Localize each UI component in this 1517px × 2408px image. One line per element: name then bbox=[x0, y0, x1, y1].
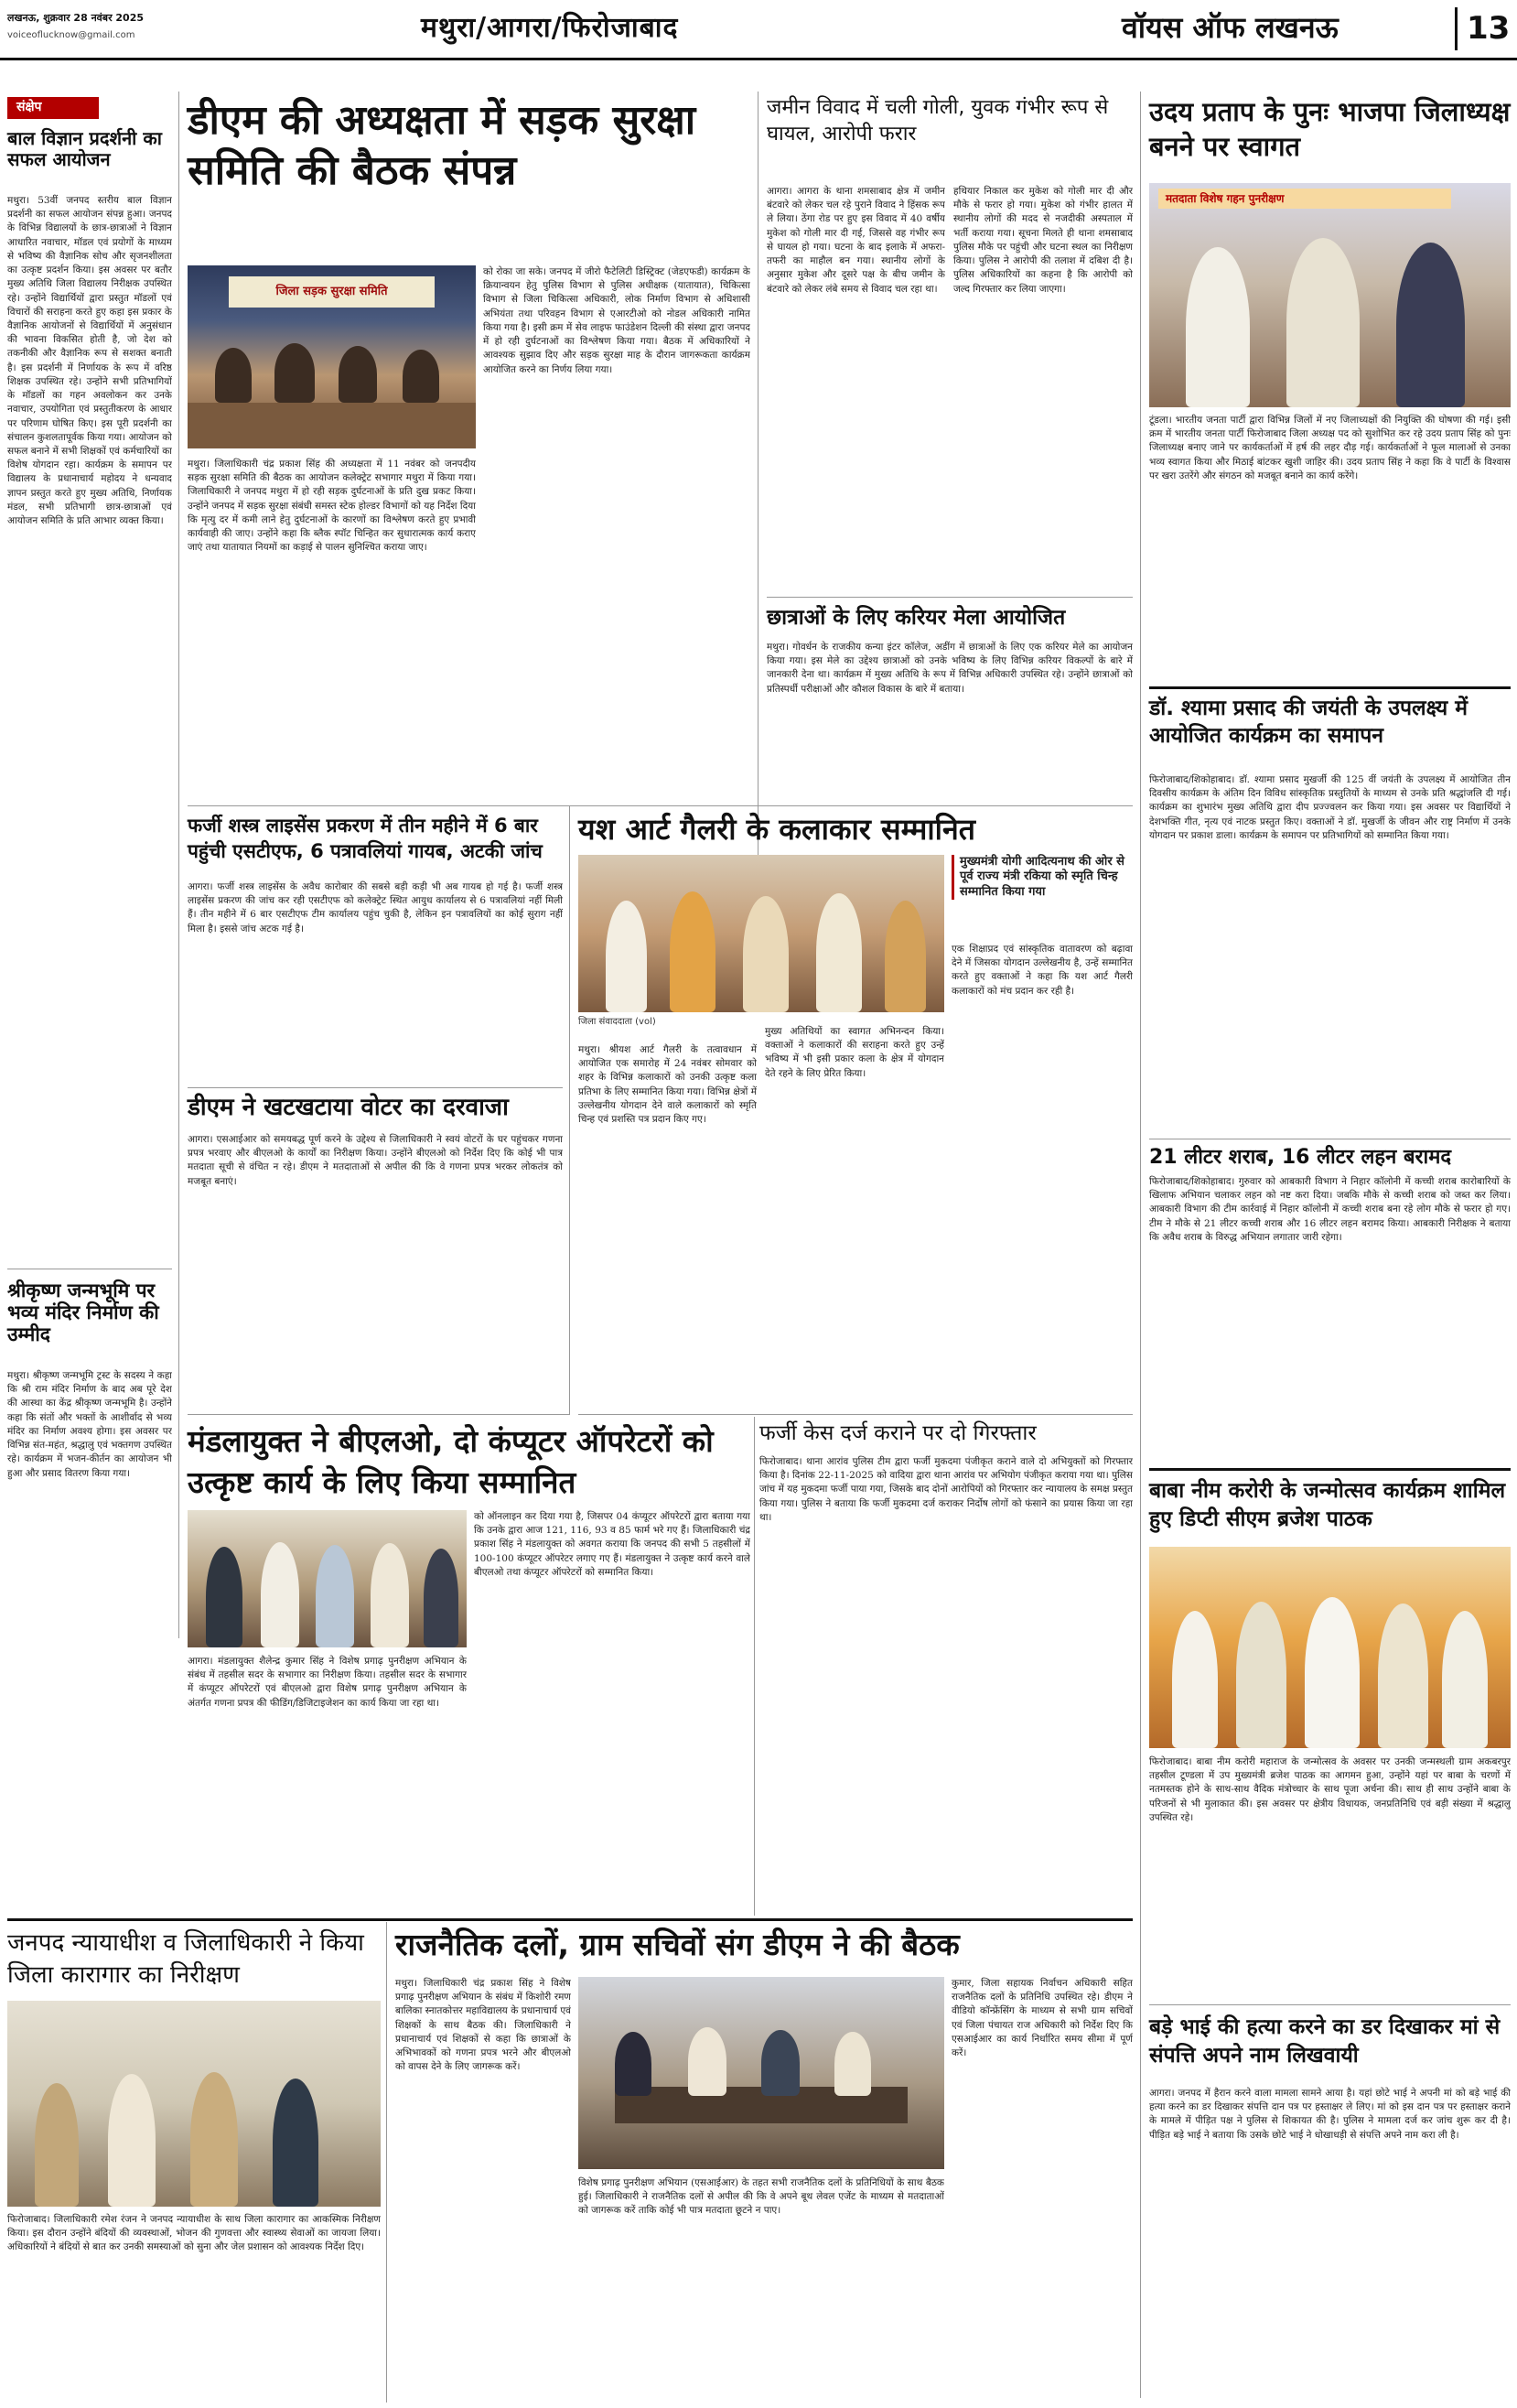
liquor-body: फिरोजाबाद/शिकोहाबाद। गुरुवार को आबकारी विभाग ने निहार कॉलोनी में कच्ची शराब कारोबारियों के खिलाफ अभियान चलाकर लहन को नष्ट करा दिया। जबकि मौके से कच्ची शराब को जब्त कर लिया। आबकारी विभाग की टीम कार्रवाई में निहार कॉलोनी में कच्ची शराब बना रहे लोग मौके से फरार हो गए। टीम ने मौके से 21 लीटर कच्ची शराब और 16 लीटर लहन बरामद किया। आबकारी निरीक्षक ने बताया कि अवैध शराब के विरुद्ध अभियान लगातार जारी रहेगा। bbox=[1149, 1176, 1511, 1243]
email: voiceoflucknow@gmail.com bbox=[7, 30, 135, 40]
voter-headline: डीएम ने खटखटाया वोटर का दरवाजा bbox=[188, 1094, 509, 1121]
divider bbox=[188, 1414, 570, 1415]
fake-case-body: फिरोजाबाद। थाना आरांव पुलिस टीम द्वारा फर्जी मुकदमा पंजीकृत कराने वाले दो अभियुक्तों को गिरफ्तार किया है। दिनांक 22-11-2025 को वादिया द्वारा थाना आरांव पर अभियोग पंजीकृत कराया गया था। पुलिस जांच में यह मुकदमा फर्जी पाया गया, जिसके बाद दोनों आरोपियों को गिरफ्तार कर न्यायालय के समक्ष प्रस्तुत किया गया। पुलिस ने बताया कि फर्जी मुकदमा दर्ज कराकर निर्दोष लोगों को फंसाने का प्रयास किया जा रहा था। bbox=[759, 1456, 1133, 1523]
dm-meeting-banner: जिला सड़क सुरक्षा समिति bbox=[229, 276, 435, 308]
divider bbox=[188, 1087, 563, 1088]
dm-meeting-headline: डीएम की अध्यक्षता में सड़क सुरक्षा समिति की बैठक संपन्न bbox=[188, 97, 696, 194]
dm-meeting-body-a: मथुरा। जिलाधिकारी चंद्र प्रकाश सिंह की अध्यक्षता में 11 नवंबर को जनपदीय सड़क सुरक्षा समिति की बैठक का आयोजन कलेक्ट्रेट सभागार मथुरा में किया गया। जिलाधिकारी ने जनपद मथुरा में हो रही सड़क दुर्घटनाओं के प्रति दुख प्रकट किया। उन्होंने जनपद में सड़क सुरक्षा संबंधी समस्त स्टेक होल्डर विभागों को यह निर्देश दिया कि मृत्यु दर में कमी लाने हेतु दुर्घटनाओं के कारणों का विश्लेषण करते हुए प्रभावी कार्यवाही की जाए। उन्होंने कहा कि ब्लैक स्पॉट चिन्हित कर सुधारात्मक कार्य कराए जाएं तथा यातायात नियमों का कड़ाई से पालन सुनिश्चित कराया जाए। bbox=[188, 459, 476, 554]
firing-body-b: हथियार निकाल कर मुकेश को गोली मार दी और मौके से फरार हो गया। मुकेश को गंभीर हालत में स्थानीय लोगों की मदद से नजदीकी अस्पताल में भर्ती कराया गया। सूचना मिलते ही थाना शमसाबाद पुलिस मौके पर पहुंची और घटना स्थल का निरीक्षण किया। पुलिस ने आरोपी की तलाश में दबिश दी है। पुलिस अधिकारियों का कहना है कि आरोपी को जल्द गिरफ्तार कर लिया जाएगा। bbox=[953, 186, 1133, 295]
arms-body: आगरा। फर्जी शस्त्र लाइसेंस के अवैध कारोबार की सबसे बड़ी कड़ी भी अब गायब हो गई है। फर्जी शस्त्र लाइसेंस प्रकरण की जांच कर रही एसटीएफ को कलेक्ट्रेट स्थित आयुध कार्यालय से 6 पत्रावलियां नहीं मिली हैं। तीन महीने में 6 बार एसटीएफ टीम कार्यालय पहुंच चुकी है, लेकिन इन पत्रावलियों का कोई सुराग नहीं मिला है। इससे जांच अटक गई है। bbox=[188, 881, 563, 934]
brief-story-2-body: मथुरा। श्रीकृष्ण जन्मभूमि ट्रस्ट के सदस्य ने कहा कि श्री राम मंदिर निर्माण के बाद अब पूरे देश की आस्था का केंद्र श्रीकृष्ण जन्मभूमि है। उन्होंने कहा कि संतों और भक्तों के आशीर्वाद से भव्य मंदिर का निर्माण अवश्य होगा। इस अवसर पर विभिन्न संत-महंत, श्रद्धालु एवं भक्तगण उपस्थित रहे। कार्यक्रम में भजन-कीर्तन का आयोजन भी हुआ और प्रसाद वितरण किया गया। bbox=[7, 1370, 172, 1479]
uday-headline: उदय प्रताप के पुनः भाजपा जिलाध्यक्ष बनने पर स्वागत bbox=[1149, 96, 1511, 162]
divider bbox=[7, 1918, 1133, 1921]
blo-body-a: आगरा। मंडलायुक्त शैलेन्द्र कुमार सिंह ने विशेष प्रगाढ़ पुनरीक्षण अभियान के संबंध में तहसील सदर के सभागार का निरीक्षण किया। तहसील सदर के सभागार में कंप्यूटर ऑपरेटरों एवं बीएलओ द्वारा विशेष प्रगाढ़ पुनरीक्षण अभियान के अंतर्गत गणना प्रपत्र की फीडिंग/डिजिटाइजेशन का कार्य किया जा रहा था। bbox=[188, 1656, 467, 1709]
divider bbox=[1149, 686, 1511, 689]
jail-headline: जनपद न्यायाधीश व जिलाधिकारी ने किया जिला कारागार का निरीक्षण bbox=[7, 1929, 364, 1990]
divider bbox=[386, 1922, 387, 2403]
brief-story-1-body: मथुरा। 53वीं जनपद स्तरीय बाल विज्ञान प्रदर्शनी का सफल आयोजन संपन्न हुआ। जनपद के विभिन्न विद्यालयों के छात्र-छात्राओं ने विज्ञान आधारित नवाचार, मॉडल एवं प्रयोगों के माध्यम से भविष्य की वैज्ञानिक सोच और सृजनशीलता का उत्कृष्ट प्रदर्शन किया। इस अवसर पर बतौर मुख्य अतिथि जिला विद्यालय निरीक्षक उपस्थित रहे। उन्होंने विद्यार्थियों द्वारा प्रस्तुत मॉडलों एवं विचारों की सराहना करते हुए कहा इस प्रकार के वैज्ञानिक आयोजनों से विद्यार्थियों में अनुसंधान की भावना विकसित होती है, जो देश को तकनीकी और वैज्ञानिक रूप से सशक्त बनाती है। इस प्रदर्शनी में निर्णायक के रूप में वरिष्ठ शिक्षक उपस्थित रहे। उन्होंने सभी प्रतिभागियों के मॉडलों का गहन अवलोकन कर उनके नवाचार, उपयोगिता एवं प्रस्तुतीकरण के आधार पर परिणाम घोषित किए। इस पूरी प्रदर्शनी का संचालन कुशलतापूर्वक किया गया। आयोजन को सफल बनाने में सभी शिक्षकों एवं कर्मचारियों का विशेष योगदान रहा। कार्यक्रम के समापन पर विद्यालय के प्रधानाचार्य महोदय ने धन्यवाद ज्ञापन प्रस्तुत करते हुए मुख्य अतिथि, निर्णायक मंडल, सभी प्रतिभागी छात्र-छात्राओं एवं आयोजन समिति के प्रति आभार व्यक्त किया। bbox=[7, 195, 172, 527]
brief-story-2-title: श्रीकृष्ण जन्मभूमि पर भव्य मंदिर निर्माण की उम्मीद bbox=[7, 1280, 159, 1346]
divider bbox=[1140, 92, 1141, 2398]
arms-headline: फर्जी शस्त्र लाइसेंस प्रकरण में तीन महीने में 6 बार पहुंची एसटीएफ, 6 पत्रावलियां गायब, अटकी जांच bbox=[188, 815, 543, 863]
page-number: 13 bbox=[1455, 7, 1513, 50]
syama-body: फिरोजाबाद/शिकोहाबाद। डॉ. श्यामा प्रसाद मुखर्जी की 125 वीं जयंती के उपलक्ष्य में आयोजित तीन दिवसीय कार्यक्रम के अंतिम दिन विविध सांस्कृतिक प्रस्तुतियों के माध्यम से उनके प्रति श्रद्धांजलि दी गई। कार्यक्रम का शुभारंभ मुख्य अतिथि द्वारा दीप प्रज्ज्वलन कर किया गया। इस अवसर पर विद्यार्थियों ने देशभक्ति गीत, नृत्य एवं नाटक प्रस्तुत किए। वक्ताओं ने डॉ. मुखर्जी के जीवन और राष्ट्र निर्माण में उनके योगदान पर प्रकाश डाला। कार्यक्रम के समापन पर प्रतिभागियों को सम्मानित किया गया। bbox=[1149, 774, 1511, 841]
brother-headline: बड़े भाई की हत्या करने का डर दिखाकर मां से संपत्ति अपने नाम लिखवायी bbox=[1149, 2015, 1501, 2068]
political-body-a: मथुरा। जिलाधिकारी चंद्र प्रकाश सिंह ने विशेष प्रगाढ़ पुनरीक्षण अभियान के संबंध में किशोरी रमण बालिका स्नातकोत्तर महाविद्यालय के प्रधानाचार्य एवं शिक्षकों के साथ बैठक की। जिलाधिकारी ने प्रधानाचार्य एवं शिक्षकों से कहा कि छात्राओं के अभिभावकों को गणना प्रपत्र भरने और बीएलओ को वापस देने के लिए जागरूक करें। bbox=[395, 1978, 571, 2073]
yash-photo-credit: जिला संवाददाता (vol) bbox=[578, 1017, 656, 1027]
uday-photo bbox=[1149, 183, 1511, 407]
yash-photo bbox=[578, 855, 944, 1012]
divider bbox=[1149, 2004, 1511, 2005]
fake-case-headline: फर्जी केस दर्ज कराने पर दो गिरफ्तार bbox=[759, 1421, 1037, 1445]
divider bbox=[754, 1417, 755, 1916]
yash-quote: मुख्यमंत्री योगी आदित्यनाथ की ओर से पूर्व राज्य मंत्री रकिया को स्मृति चिन्ह सम्मानित किया गया bbox=[952, 855, 1133, 900]
brother-body: आगरा। जनपद में हैरान करने वाला मामला सामने आया है। यहां छोटे भाई ने अपनी मां को बड़े भाई की हत्या करने का डर दिखाकर संपत्ति दान पत्र पर हस्ताक्षर ले लिए। मां को इस दान पत्र पर हस्ताक्षर कराने के मामले में पीड़ित पक्ष ने पुलिस से शिकायत की है। पुलिस ने मामला दर्ज कर जांच शुरू कर दी है। पीड़ित बड़े भाई ने बताया कि उसके छोटे भाई ने धोखाधड़ी से संपत्ति अपने नाम करा ली है। bbox=[1149, 2088, 1511, 2141]
yash-body-b: मुख्य अतिथियों का स्वागत अभिनन्दन किया। वक्ताओं ने कलाकारों की सराहना करते हुए उन्हें भविष्य में भी इसी प्रकार कला के क्षेत्र में योगदान देते रहने के लिए प्रेरित किया। bbox=[765, 1026, 944, 1079]
brand-logo: वॉयस ऑफ लखनऊ bbox=[1122, 10, 1339, 45]
career-headline: छात्राओं के लिए करियर मेला आयोजित bbox=[767, 606, 1066, 630]
divider bbox=[188, 805, 1133, 806]
brief-story-1-title: बाल विज्ञान प्रदर्शनी का सफल आयोजन bbox=[7, 127, 162, 170]
divider bbox=[578, 1414, 1133, 1415]
syama-headline: डॉ. श्यामा प्रसाद की जयंती के उपलक्ष्य में आयोजित कार्यक्रम का समापन bbox=[1149, 696, 1468, 748]
blo-photo bbox=[188, 1510, 467, 1647]
yash-headline: यश आर्ट गैलरी के कलाकार सम्मानित bbox=[578, 812, 975, 847]
section-title: मथुरा/आगरा/फिरोजाबाद bbox=[421, 12, 679, 44]
dm-meeting-photo bbox=[188, 265, 476, 448]
neem-body: फिरोजाबाद। बाबा नीम करोरी महाराज के जन्मोत्सव के अवसर पर उनकी जन्मस्थली ग्राम अकबरपुर तहसील टूण्डला में उप मुख्यमंत्री ब्रजेश पाठक का आगमन हुआ, उन्होंने यहां पर बाबा के चरणों में नतमस्तक होने के साथ-साथ वैदिक मंत्रोच्चार के साथ पूजा अर्चना की। साथ ही साथ उन्होंने बाबा के परिजनों से भी मुलाकात की। इस अवसर पर क्षेत्रीय विधायक, जनप्रतिनिधि एवं बड़ी संख्या में श्रद्धालु उपस्थित रहे। bbox=[1149, 1756, 1511, 1823]
dateline: लखनऊ, शुक्रवार 28 नवंबर 2025 bbox=[7, 12, 145, 24]
firing-body-a: आगरा। आगरा के थाना शमसाबाद क्षेत्र में जमीन बंटवारे को लेकर चल रहे पुराने विवाद ने हिंसक रूप ले लिया। ठेंगा रोड पर हुए इस विवाद में 40 वर्षीय मुकेश को गोली मार दी गई, जिससे वह गंभीर रूप से घायल हो गया। घटना के बाद इलाके में अफरा-तफरी का माहौल बन गया। स्थानीय लोगों के अनुसार मुकेश और दूसरे पक्ष के बीच जमीन के बंटवारे को लेकर लंबे समय से विवाद चल रहा था। bbox=[767, 186, 945, 295]
political-photo bbox=[578, 1977, 944, 2169]
blo-headline: मंडलायुक्त ने बीएलओ, दो कंप्यूटर ऑपरेटरों को उत्कृष्ट कार्य के लिए किया सम्मानित bbox=[188, 1423, 714, 1500]
liquor-headline: 21 लीटर शराब, 16 लीटर लहन बरामद bbox=[1149, 1146, 1452, 1169]
yash-body-a: मथुरा। श्रीयश आर्ट गैलरी के तत्वावधान में आयोजित एक समारोह में 24 नवंबर सोमवार को शहर के विभिन्न कलाकारों को उनकी उत्कृष्ट कला प्रतिभा के लिए सम्मानित किया गया। विभिन्न क्षेत्रों में उल्लेखनीय योगदान देने वाले कलाकारों को स्मृति चिन्ह एवं प्रशस्ति पत्र प्रदान किए गए। bbox=[578, 1044, 757, 1126]
divider bbox=[767, 597, 1133, 598]
political-headline: राजनैतिक दलों, ग्राम सचिवों संग डीएम ने की बैठक bbox=[395, 1927, 960, 1962]
divider bbox=[178, 92, 179, 1638]
uday-photo-banner: मतदाता विशेष गहन पुनरीक्षण bbox=[1158, 189, 1451, 209]
political-body-c: कुमार, जिला सहायक निर्वाचन अधिकारी सहित राजनैतिक दलों के प्रतिनिधि उपस्थित रहे। डीएम ने वीडियो कॉन्फ्रेंसिंग के माध्यम से सभी ग्राम सचिवों एवं जिला पंचायत राज अधिकारी को निर्देश दिए कि एसआईआर का कार्य निर्धारित समय सीमा में पूर्ण करें। bbox=[952, 1978, 1133, 2059]
dm-meeting-body-b: को रोका जा सके। जनपद में जीरो फैटेलिटी डिस्ट्रिक्ट (जेडएफडी) कार्यक्रम के क्रियान्वयन हेतु पुलिस विभाग से पुलिस अधीक्षक (यातायात), चिकित्सा विभाग से जिला चिकित्सा अधिकारी, लोक निर्माण विभाग से अधिशासी अभियंता तथा परिवहन विभाग से एआरटीओ को नोडल अधिकारी नामित किया गया है। इसी क्रम में सेव लाइफ फाउंडेशन दिल्ली की संस्था द्वारा जनपद में हो रही दुर्घटनाओं का विश्लेषण किया गया। बैठक में अधिकारियों ने आवश्यक सुझाव दिए और सड़क सुरक्षा माह के दौरान जागरूकता कार्यक्रम आयोजित करने का निर्णय लिया गया। bbox=[483, 266, 750, 375]
political-body-b: विशेष प्रगाढ़ पुनरीक्षण अभियान (एसआईआर) के तहत सभी राजनैतिक दलों के प्रतिनिधियों के साथ बैठक हुई। जिलाधिकारी ने राजनैतिक दलों से अपील की कि वे अपने बूथ लेवल एजेंट के माध्यम से मतदाताओं को जागरूक करें ताकि कोई भी पात्र मतदाता छूटने न पाए। bbox=[578, 2177, 944, 2217]
voter-body: आगरा। एसआईआर को समयबद्ध पूर्ण करने के उद्देश्य से जिलाधिकारी ने स्वयं वोटरों के घर पहुंचकर गणना प्रपत्र भरवाए और बीएलओ के कार्यों का निरीक्षण किया। उन्होंने बीएलओ को निर्देश दिए कि कोई भी पात्र मतदाता सूची से वंचित न रहे। डीएम ने मतदाताओं से अपील की कि वे गणना प्रपत्र भरकर लोकतंत्र को मजबूत बनाएं। bbox=[188, 1134, 563, 1187]
jail-body: फिरोजाबाद। जिलाधिकारी रमेश रंजन ने जनपद न्यायाधीश के साथ जिला कारागार का आकस्मिक निरीक्षण किया। इस दौरान उन्होंने बंदियों की व्यवस्थाओं, भोजन की गुणवत्ता और स्वास्थ्य सेवाओं का जायजा लिया। अधिकारियों ने बंदियों से बात कर उनकी समस्याओं को सुना और जेल प्रशासन को आवश्यक निर्देश दिए। bbox=[7, 2214, 381, 2253]
yash-body-c: एक शिक्षाप्रद एवं सांस्कृतिक वातावरण को बढ़ावा देने में जिसका योगदान उल्लेखनीय है, उन्हें सम्मानित करते हुए वक्ताओं ने कहा कि यश आर्ट गैलरी कलाकारों को मंच प्रदान कर रही है। bbox=[952, 944, 1133, 997]
neem-headline: बाबा नीम करोरी के जन्मोत्सव कार्यक्रम शामिल हुए डिप्टी सीएम ब्रजेश पाठक bbox=[1149, 1479, 1506, 1532]
firing-headline: जमीन विवाद में चली गोली, युवक गंभीर रूप से घायल, आरोपी फरार bbox=[767, 96, 1109, 146]
divider bbox=[1149, 1468, 1511, 1471]
brief-label: संक्षेप bbox=[7, 97, 99, 119]
jail-photo bbox=[7, 2001, 381, 2207]
blo-body-b: को ऑनलाइन कर दिया गया है, जिसपर 04 कंप्यूटर ऑपरेटरों द्वारा बताया गया कि उनके द्वारा आज 121, 116, 93 व 85 फार्म भरे गए हैं। जिलाधिकारी चंद्र प्रकाश सिंह ने मंडलायुक्त को अवगत कराया कि जनपद की सभी 5 तहसीलों में 100-100 कंप्यूटर ऑपरेटर लगाए गए हैं। मंडलायुक्त ने उत्कृष्ट कार्य करने वाले बीएलओ तथा कंप्यूटर ऑपरेटरों को सम्मानित किया। bbox=[474, 1511, 750, 1578]
brief-column bbox=[7, 97, 172, 1639]
divider bbox=[569, 805, 570, 1414]
uday-body: टूंडला। भारतीय जनता पार्टी द्वारा विभिन्न जिलों में नए जिलाध्यक्षों की नियुक्ति की घोषणा की गई। इसी क्रम में भारतीय जनता पार्टी फिरोजाबाद जिला अध्यक्ष पद को सुशोभित कर रहे उदय प्रताप सिंह को पुनः जिलाध्यक्ष बनाए जाने पर कार्यकर्ताओं में हर्ष की लहर दौड़ गई। कार्यकर्ताओं ने फूल मालाओं से उनका भव्य स्वागत किया और मिठाई बांटकर खुशी जाहिर की। उदय प्रताप सिंह ने कहा कि वे पार्टी के विश्वास पर खरा उतरेंगे और संगठन को मजबूत बनाने का कार्य करेंगे। bbox=[1149, 415, 1511, 481]
neem-photo bbox=[1149, 1547, 1511, 1748]
masthead bbox=[0, 0, 1517, 60]
career-body: मथुरा। गोवर्धन के राजकीय कन्या इंटर कॉलेज, अडींग में छात्राओं के लिए एक करियर मेले का आयोजन किया गया। इस मेले का उद्देश्य छात्राओं को उनके भविष्य के लिए विभिन्न करियर विकल्पों के बारे में जानकारी देना था। कार्यक्रम में मुख्य अतिथि के रूप में विभिन्न अधिकारी उपस्थित रहे। उन्होंने छात्राओं को प्रतिस्पर्धी परीक्षाओं और कौशल विकास के बारे में बताया। bbox=[767, 642, 1133, 695]
